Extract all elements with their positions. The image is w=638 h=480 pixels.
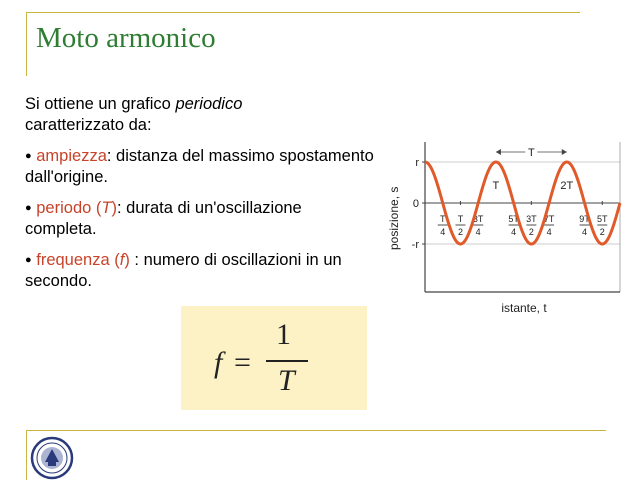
term-ampiezza: ampiezza xyxy=(36,147,107,165)
intro-paragraph xyxy=(25,94,375,136)
y-axis-label: posizione, s xyxy=(387,186,401,250)
x-tick-numerator: 7T xyxy=(543,214,555,224)
x-tick-numerator: 9T xyxy=(579,214,590,224)
term-frequenza: frequenza ( xyxy=(36,251,120,269)
title-frame-left xyxy=(26,12,27,76)
x-axis-label: istante, t xyxy=(501,301,547,315)
x-tick-denominator: 4 xyxy=(440,227,446,237)
period-arrowhead-right xyxy=(562,149,567,155)
x-tick-numerator: 5T xyxy=(597,214,608,224)
x-tick-denominator: 4 xyxy=(511,227,517,237)
x-tick-numerator: 3T xyxy=(526,214,537,224)
harmonic-motion-chart xyxy=(378,138,628,318)
intro-text: Si ottiene un grafico xyxy=(25,95,176,113)
x-tick-denominator: 2 xyxy=(599,227,605,237)
formula-fraction-bar xyxy=(266,360,308,362)
desc-periodo: : durata di un'oscillazione completa. xyxy=(25,199,302,238)
x-tick-denominator: 4 xyxy=(546,227,552,237)
term-periodo-close: ) xyxy=(111,199,117,217)
university-seal-icon xyxy=(27,436,77,480)
bullet-dot-icon: ● xyxy=(25,254,32,266)
x-tick-denominator: 2 xyxy=(457,227,463,237)
y-tick-label: r xyxy=(415,157,419,169)
x-tick-numerator: 5T xyxy=(508,214,519,224)
formula-denominator: T xyxy=(278,364,295,397)
y-tick-label: -r xyxy=(411,239,419,251)
formula-lhs: f xyxy=(214,346,223,379)
footer-line xyxy=(26,430,606,431)
formula-numerator: 1 xyxy=(276,318,291,351)
period-arrowhead-left xyxy=(496,149,501,155)
period-marker-label: 2T xyxy=(560,180,574,192)
term-frequenza-symbol: f xyxy=(119,251,125,269)
bullet-periodo xyxy=(25,198,375,240)
intro-italic: periodico xyxy=(175,95,243,113)
title-frame-top xyxy=(26,12,580,13)
slide-body xyxy=(25,94,375,302)
y-tick-label: 0 xyxy=(412,198,419,210)
bullet-ampiezza xyxy=(25,146,375,188)
x-tick-numerator: T xyxy=(439,214,446,224)
intro-line2: caratterizzato da: xyxy=(25,116,152,134)
desc-frequenza: : numero di oscillazioni in un secondo. xyxy=(25,251,342,290)
formula-box xyxy=(181,306,367,410)
period-label: T xyxy=(527,147,535,159)
x-tick-denominator: 2 xyxy=(528,227,534,237)
x-tick-denominator: 4 xyxy=(582,227,588,237)
term-periodo-symbol: T xyxy=(101,199,112,217)
x-tick-numerator: T xyxy=(457,214,464,224)
term-periodo: periodo ( xyxy=(36,199,102,217)
bullet-dot-icon: ● xyxy=(25,202,32,214)
period-marker-label: T xyxy=(492,180,500,192)
x-tick-denominator: 4 xyxy=(475,227,481,237)
term-frequenza-close: ) xyxy=(124,251,130,269)
formula-equals: = xyxy=(234,346,251,379)
bullet-frequenza xyxy=(25,250,375,292)
desc-ampiezza: : distanza del massimo spostamento dall'origine. xyxy=(25,147,374,186)
bullet-dot-icon: ● xyxy=(25,150,32,162)
slide-title: Moto armonico xyxy=(36,22,216,54)
x-tick-numerator: 3T xyxy=(472,214,484,224)
